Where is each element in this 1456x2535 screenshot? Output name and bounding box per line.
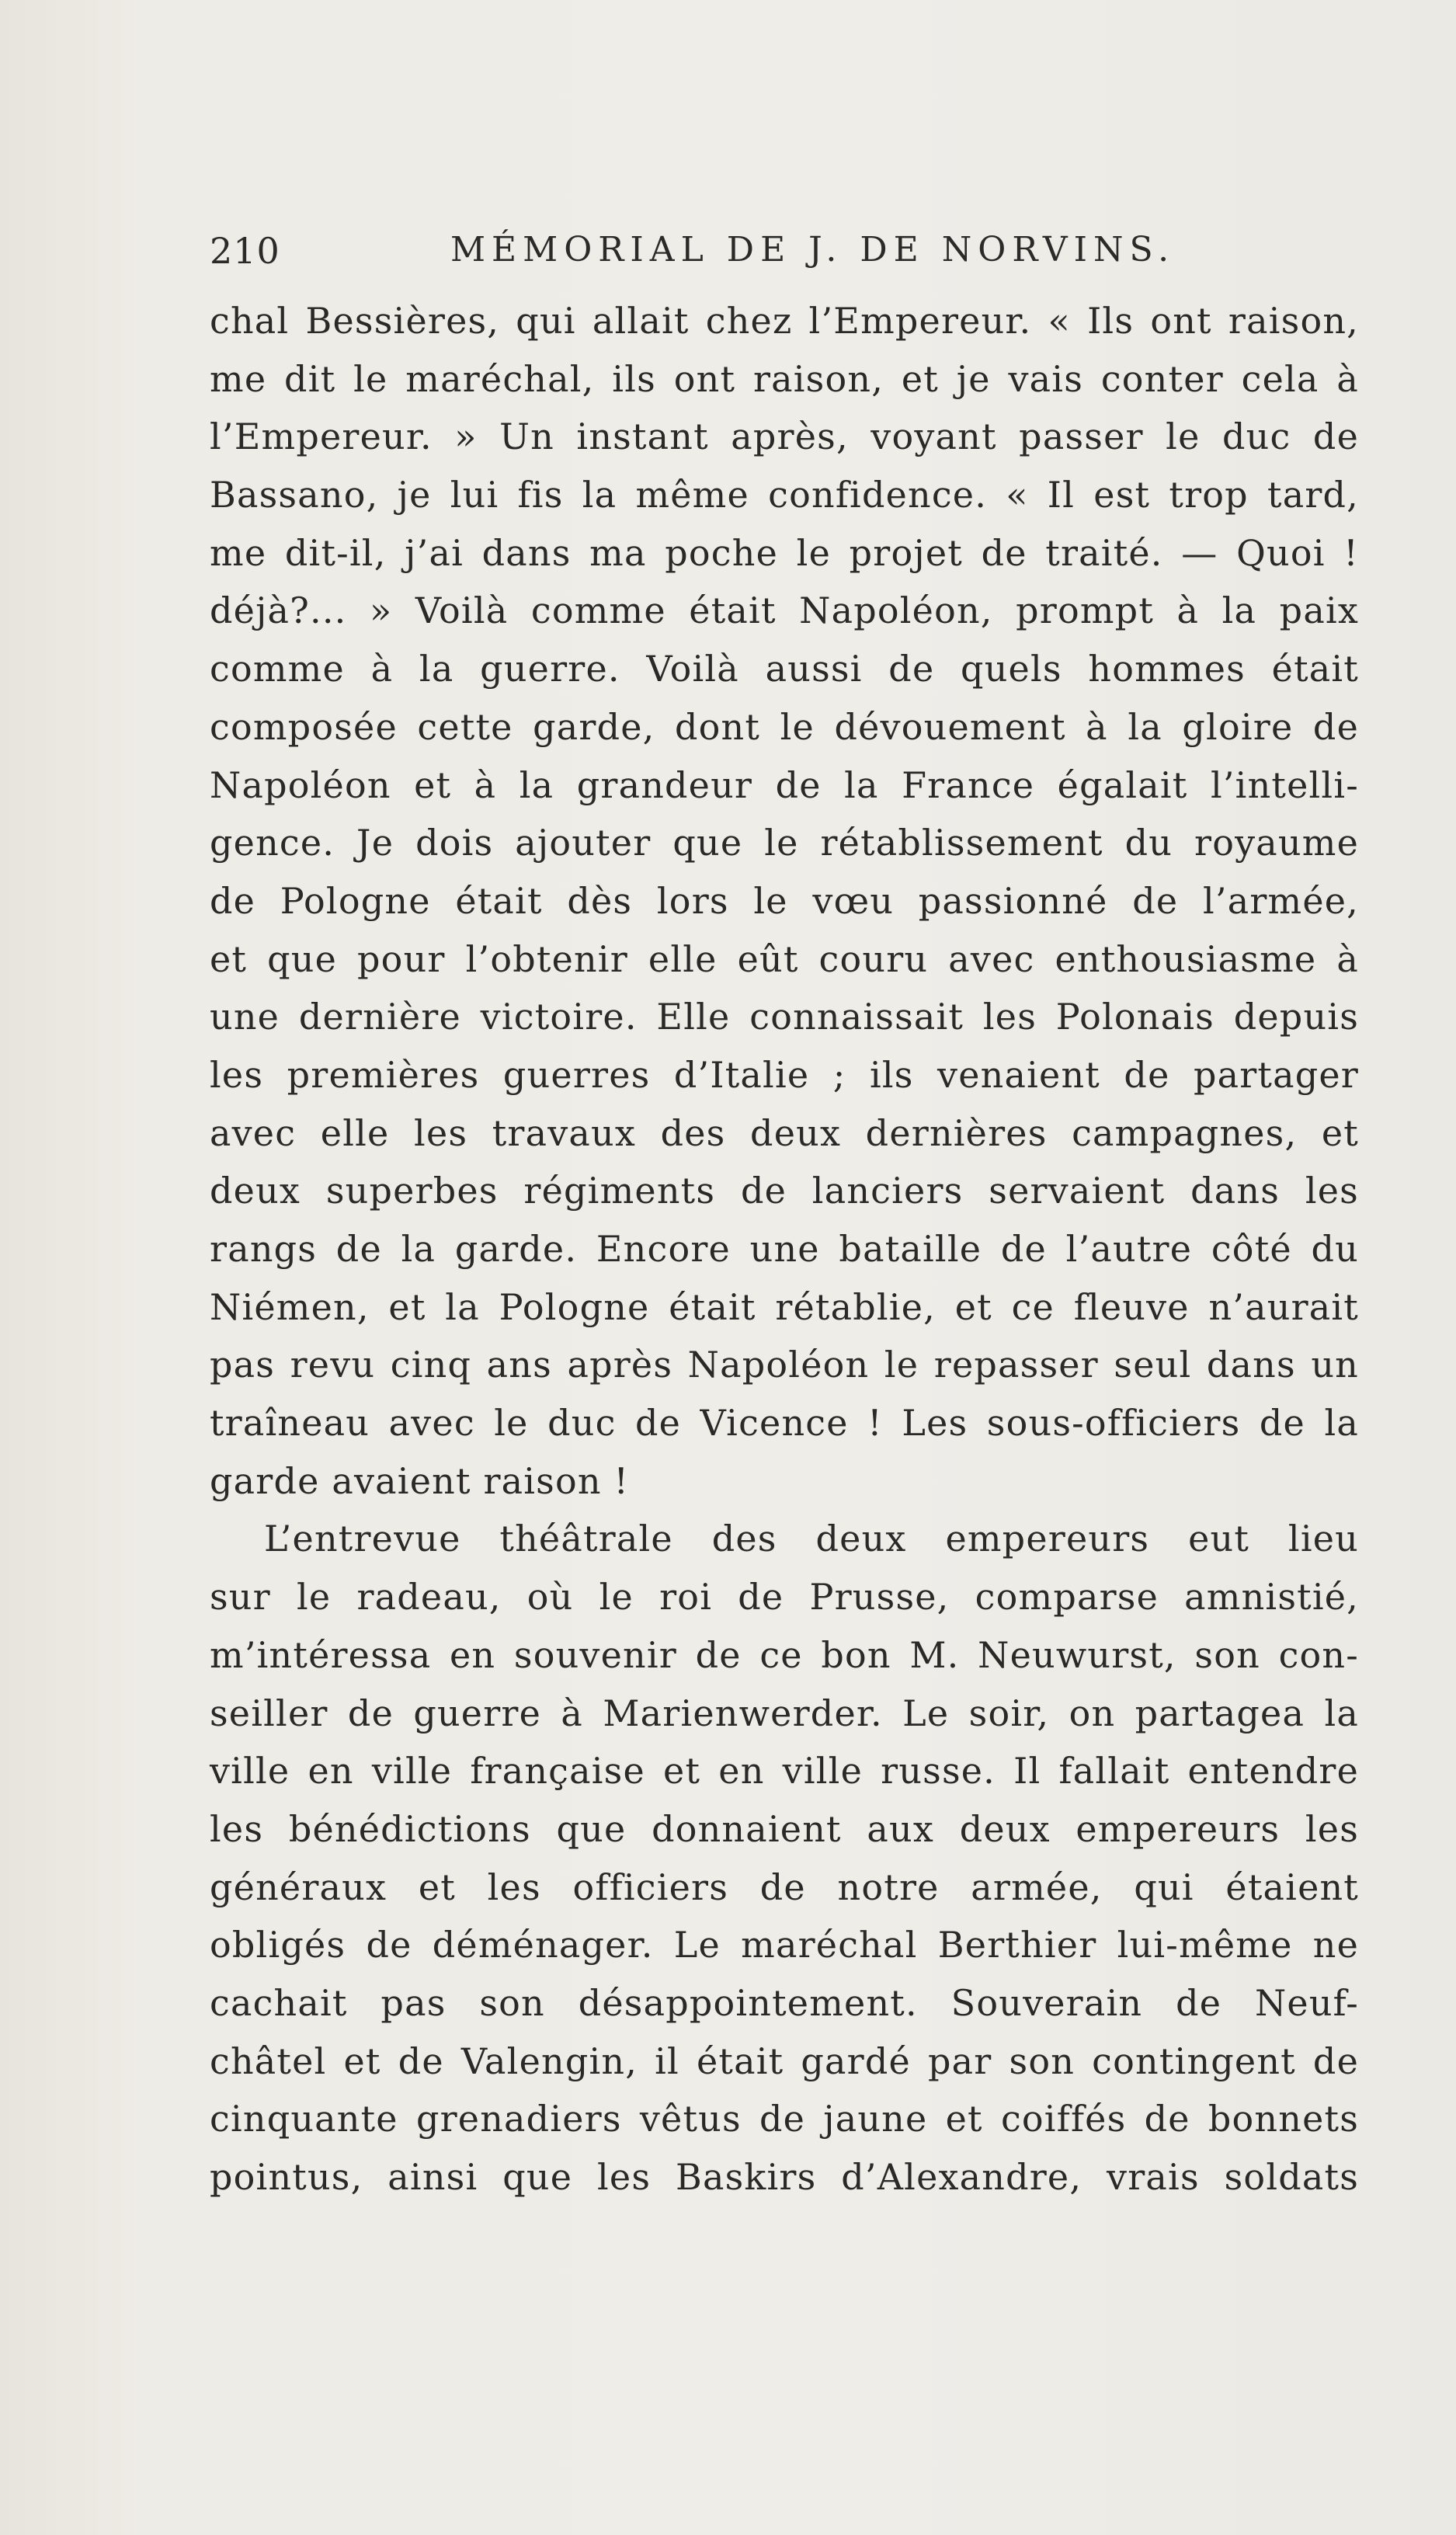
text-line: avec elle les travaux des deux dernières campagnes, et: [210, 1111, 1359, 1154]
text-line: une dernière victoire. Elle connaissait les Polonais depuis: [210, 996, 1359, 1038]
text-line: me dit-il, j’ai dans ma poche le projet de traité. — Quoi !: [210, 531, 1359, 574]
text-line: pas revu cinq ans après Napoléon le repasser seul dans un: [210, 1344, 1359, 1386]
text-line: gence. Je dois ajouter que le rétablissement du royaume: [210, 822, 1359, 864]
text-line: généraux et les officiers de notre armée, qui étaient: [210, 1866, 1359, 1908]
page-number: 210: [210, 230, 280, 272]
page-header: [210, 225, 1359, 280]
text-line: l’Empereur. » Un instant après, voyant passer le duc de: [210, 416, 1359, 458]
running-title: MÉMORIAL DE J. DE NORVINS.: [450, 230, 1176, 269]
text-line: m’intéressa en souvenir de ce bon M. Neuwurst, son con-: [210, 1633, 1359, 1676]
paragraph-start-line: L’entrevue théâtrale des deux empereurs eut lieu: [264, 1518, 1359, 1560]
text-line: déjà?... » Voilà comme était Napoléon, prompt à la paix: [210, 589, 1359, 632]
text-line: traîneau avec le duc de Vicence ! Les sous-officiers de la: [210, 1402, 1359, 1445]
text-line: composée cette garde, dont le dévouement à la gloire de: [210, 705, 1359, 748]
paragraph-end-line: garde avaient raison !: [210, 1459, 630, 1502]
text-line: de Pologne était dès lors le vœu passionné de l’armée,: [210, 879, 1359, 922]
body-text: [210, 292, 1359, 2206]
text-line: les bénédictions que donnaient aux deux empereurs les: [210, 1807, 1359, 1850]
text-line: comme à la guerre. Voilà aussi de quels hommes était: [210, 648, 1359, 690]
text-line: châtel et de Valengin, il était gardé par son contingent de: [210, 2039, 1359, 2082]
text-line: les premières guerres d’Italie ; ils venaient de partager: [210, 1053, 1359, 1096]
text-line: obligés de déménager. Le maréchal Berthier lui-même ne: [210, 1924, 1359, 1966]
text-line: me dit le maréchal, ils ont raison, et je vais conter cela à: [210, 357, 1359, 400]
text-line: ville en ville française et en ville russe. Il fallait entendre: [210, 1750, 1359, 1793]
text-line: cachait pas son désappointement. Souverain de Neuf-: [210, 1981, 1359, 2024]
text-line: Napoléon et à la grandeur de la France égalait l’intelli-: [210, 763, 1359, 806]
text-line: rangs de la garde. Encore une bataille de l’autre côté du: [210, 1228, 1359, 1270]
text-line: et que pour l’obtenir elle eût couru avec enthousiasme à: [210, 937, 1359, 980]
text-line: Niémen, et la Pologne était rétablie, et ce fleuve n’aurait: [210, 1285, 1359, 1328]
text-line: cinquante grenadiers vêtus de jaune et coiffés de bonnets: [210, 2098, 1359, 2140]
text-line: seiller de guerre à Marienwerder. Le soir, on partagea la: [210, 1692, 1359, 1734]
text-line: Bassano, je lui fis la même confidence. « Il est trop tard,: [210, 474, 1359, 516]
text-line: pointus, ainsi que les Baskirs d’Alexandre, vrais soldats: [210, 2156, 1359, 2198]
text-line: chal Bessières, qui allait chez l’Empereur. « Ils ont raison,: [210, 300, 1359, 342]
text-line: deux superbes régiments de lanciers servaient dans les: [210, 1170, 1359, 1212]
text-line: sur le radeau, où le roi de Prusse, comparse amnistié,: [210, 1576, 1359, 1619]
